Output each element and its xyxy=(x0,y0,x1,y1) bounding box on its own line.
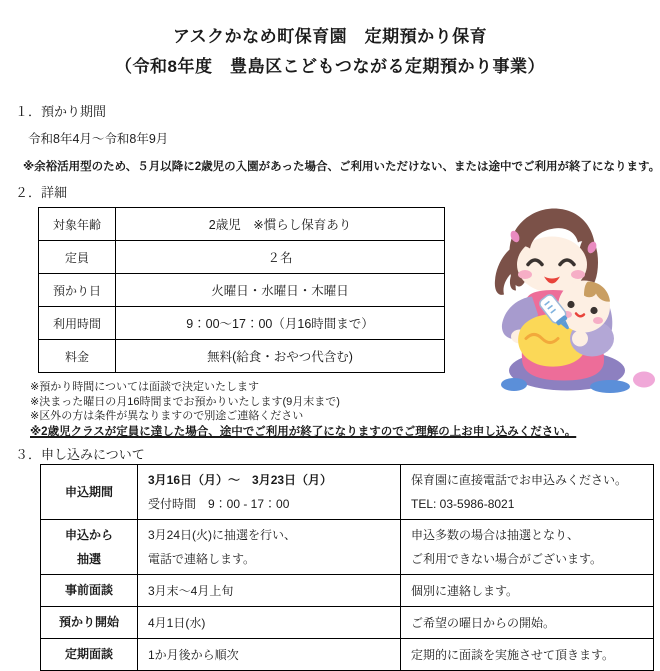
apply-info-regular-interview: 定期的に面談を実施させて頂きます。 xyxy=(401,639,654,671)
apply-info-period: 保育園に直接電話でお申込みください。 TEL: 03-5986-8021 xyxy=(401,465,654,520)
details-row-fee xyxy=(39,340,445,373)
mother-blush-right xyxy=(571,270,585,279)
details-row-age xyxy=(39,208,445,241)
section-apply-heading: ３．申し込みについて xyxy=(15,447,145,462)
apply-detail-period: 3月16日（月）～ 3月23日（月） 受付時間 9：00 - 17：00 xyxy=(138,465,401,520)
mother-shoe-right xyxy=(590,380,630,393)
details-label-hours: 利用時間 xyxy=(39,307,116,340)
details-value-capacity: ２名 xyxy=(116,241,445,274)
note-capacity-emphasis: ※2歳児クラスが定員に達した場合、途中でご利用が終了になりますのでご理解の上お申し込みください。 xyxy=(30,425,577,438)
period-caution-text: ※余裕活用型のため、５月以降に2歳児の入園があった場合、ご利用いただけない、または途中でご利用が終了になります。 xyxy=(23,161,660,173)
note-hours-limit: ※決まった曜日の月16時間までお預かりいたします(9月末まで) xyxy=(30,395,340,408)
apply-label-pre-interview: 事前面談 xyxy=(41,575,138,607)
period-text: 令和8年4月～令和8年9月 xyxy=(28,132,169,146)
apply-info-lottery: 申込多数の場合は抽選となり、 ご利用できない場合がございます。 xyxy=(401,520,654,575)
document-title-line1: アスクかなめ町保育園 定期預かり保育 xyxy=(172,27,488,46)
apply-row-pre-interview xyxy=(41,575,654,607)
apply-label-lottery: 申込から 抽選 xyxy=(41,520,138,575)
baby-eye-right xyxy=(590,307,597,314)
baby-hand xyxy=(572,331,588,347)
document-title-line2: （令和8年度 豊島区こどもつながる定期預かり事業） xyxy=(115,57,545,76)
note-interview: ※預かり時間については面談で決定いたします xyxy=(30,381,259,393)
document-title xyxy=(0,22,660,82)
apply-table xyxy=(40,464,654,671)
apply-label-regular-interview: 定期面談 xyxy=(41,639,138,671)
apply-row-start xyxy=(41,607,654,639)
baby-blush-right xyxy=(593,317,603,324)
apply-row-regular-interview xyxy=(41,639,654,671)
details-row-capacity xyxy=(39,241,445,274)
apply-row-period xyxy=(41,465,654,520)
apply-label-start: 預かり開始 xyxy=(41,607,138,639)
apply-row-lottery xyxy=(41,520,654,575)
details-label-age: 対象年齢 xyxy=(39,208,116,241)
mother-foot xyxy=(633,372,655,388)
details-label-capacity: 定員 xyxy=(39,241,116,274)
note-outside-ward: ※区外の方は条件が異なりますので別途ご連絡ください xyxy=(30,410,304,422)
apply-info-start: ご希望の曜日からの開始。 xyxy=(401,607,654,639)
section-details-heading: ２．詳細 xyxy=(15,185,68,200)
mother-blush-left xyxy=(518,270,532,279)
apply-label-period: 申込期間 xyxy=(41,465,138,520)
details-row-days xyxy=(39,274,445,307)
details-label-fee: 料金 xyxy=(39,340,116,373)
apply-detail-start: 4月1日(水) xyxy=(138,607,401,639)
section-period-heading: １．預かり期間 xyxy=(15,104,107,119)
phone-number: TEL: 03-5986-8021 xyxy=(411,497,515,511)
details-value-hours: 9：00～17：00（月16時間まで） xyxy=(116,307,445,340)
apply-detail-lottery: 3月24日(火)に抽選を行い、 電話で連絡します。 xyxy=(138,520,401,575)
mother-shoe-left xyxy=(501,378,527,391)
details-table xyxy=(38,207,445,373)
details-row-hours xyxy=(39,307,445,340)
details-value-days: 火曜日・水曜日・木曜日 xyxy=(116,274,445,307)
apply-info-pre-interview: 個別に連絡します。 xyxy=(401,575,654,607)
details-value-age: 2歳児 ※慣らし保育あり xyxy=(116,208,445,241)
baby-eye-left xyxy=(567,301,574,308)
details-value-fee: 無料(給食・おやつ代含む) xyxy=(116,340,445,373)
mother-baby-illustration xyxy=(492,198,657,394)
apply-detail-regular-interview: 1か月後から順次 xyxy=(138,639,401,671)
details-label-days: 預かり日 xyxy=(39,274,116,307)
apply-detail-pre-interview: 3月末～4月上旬 xyxy=(138,575,401,607)
